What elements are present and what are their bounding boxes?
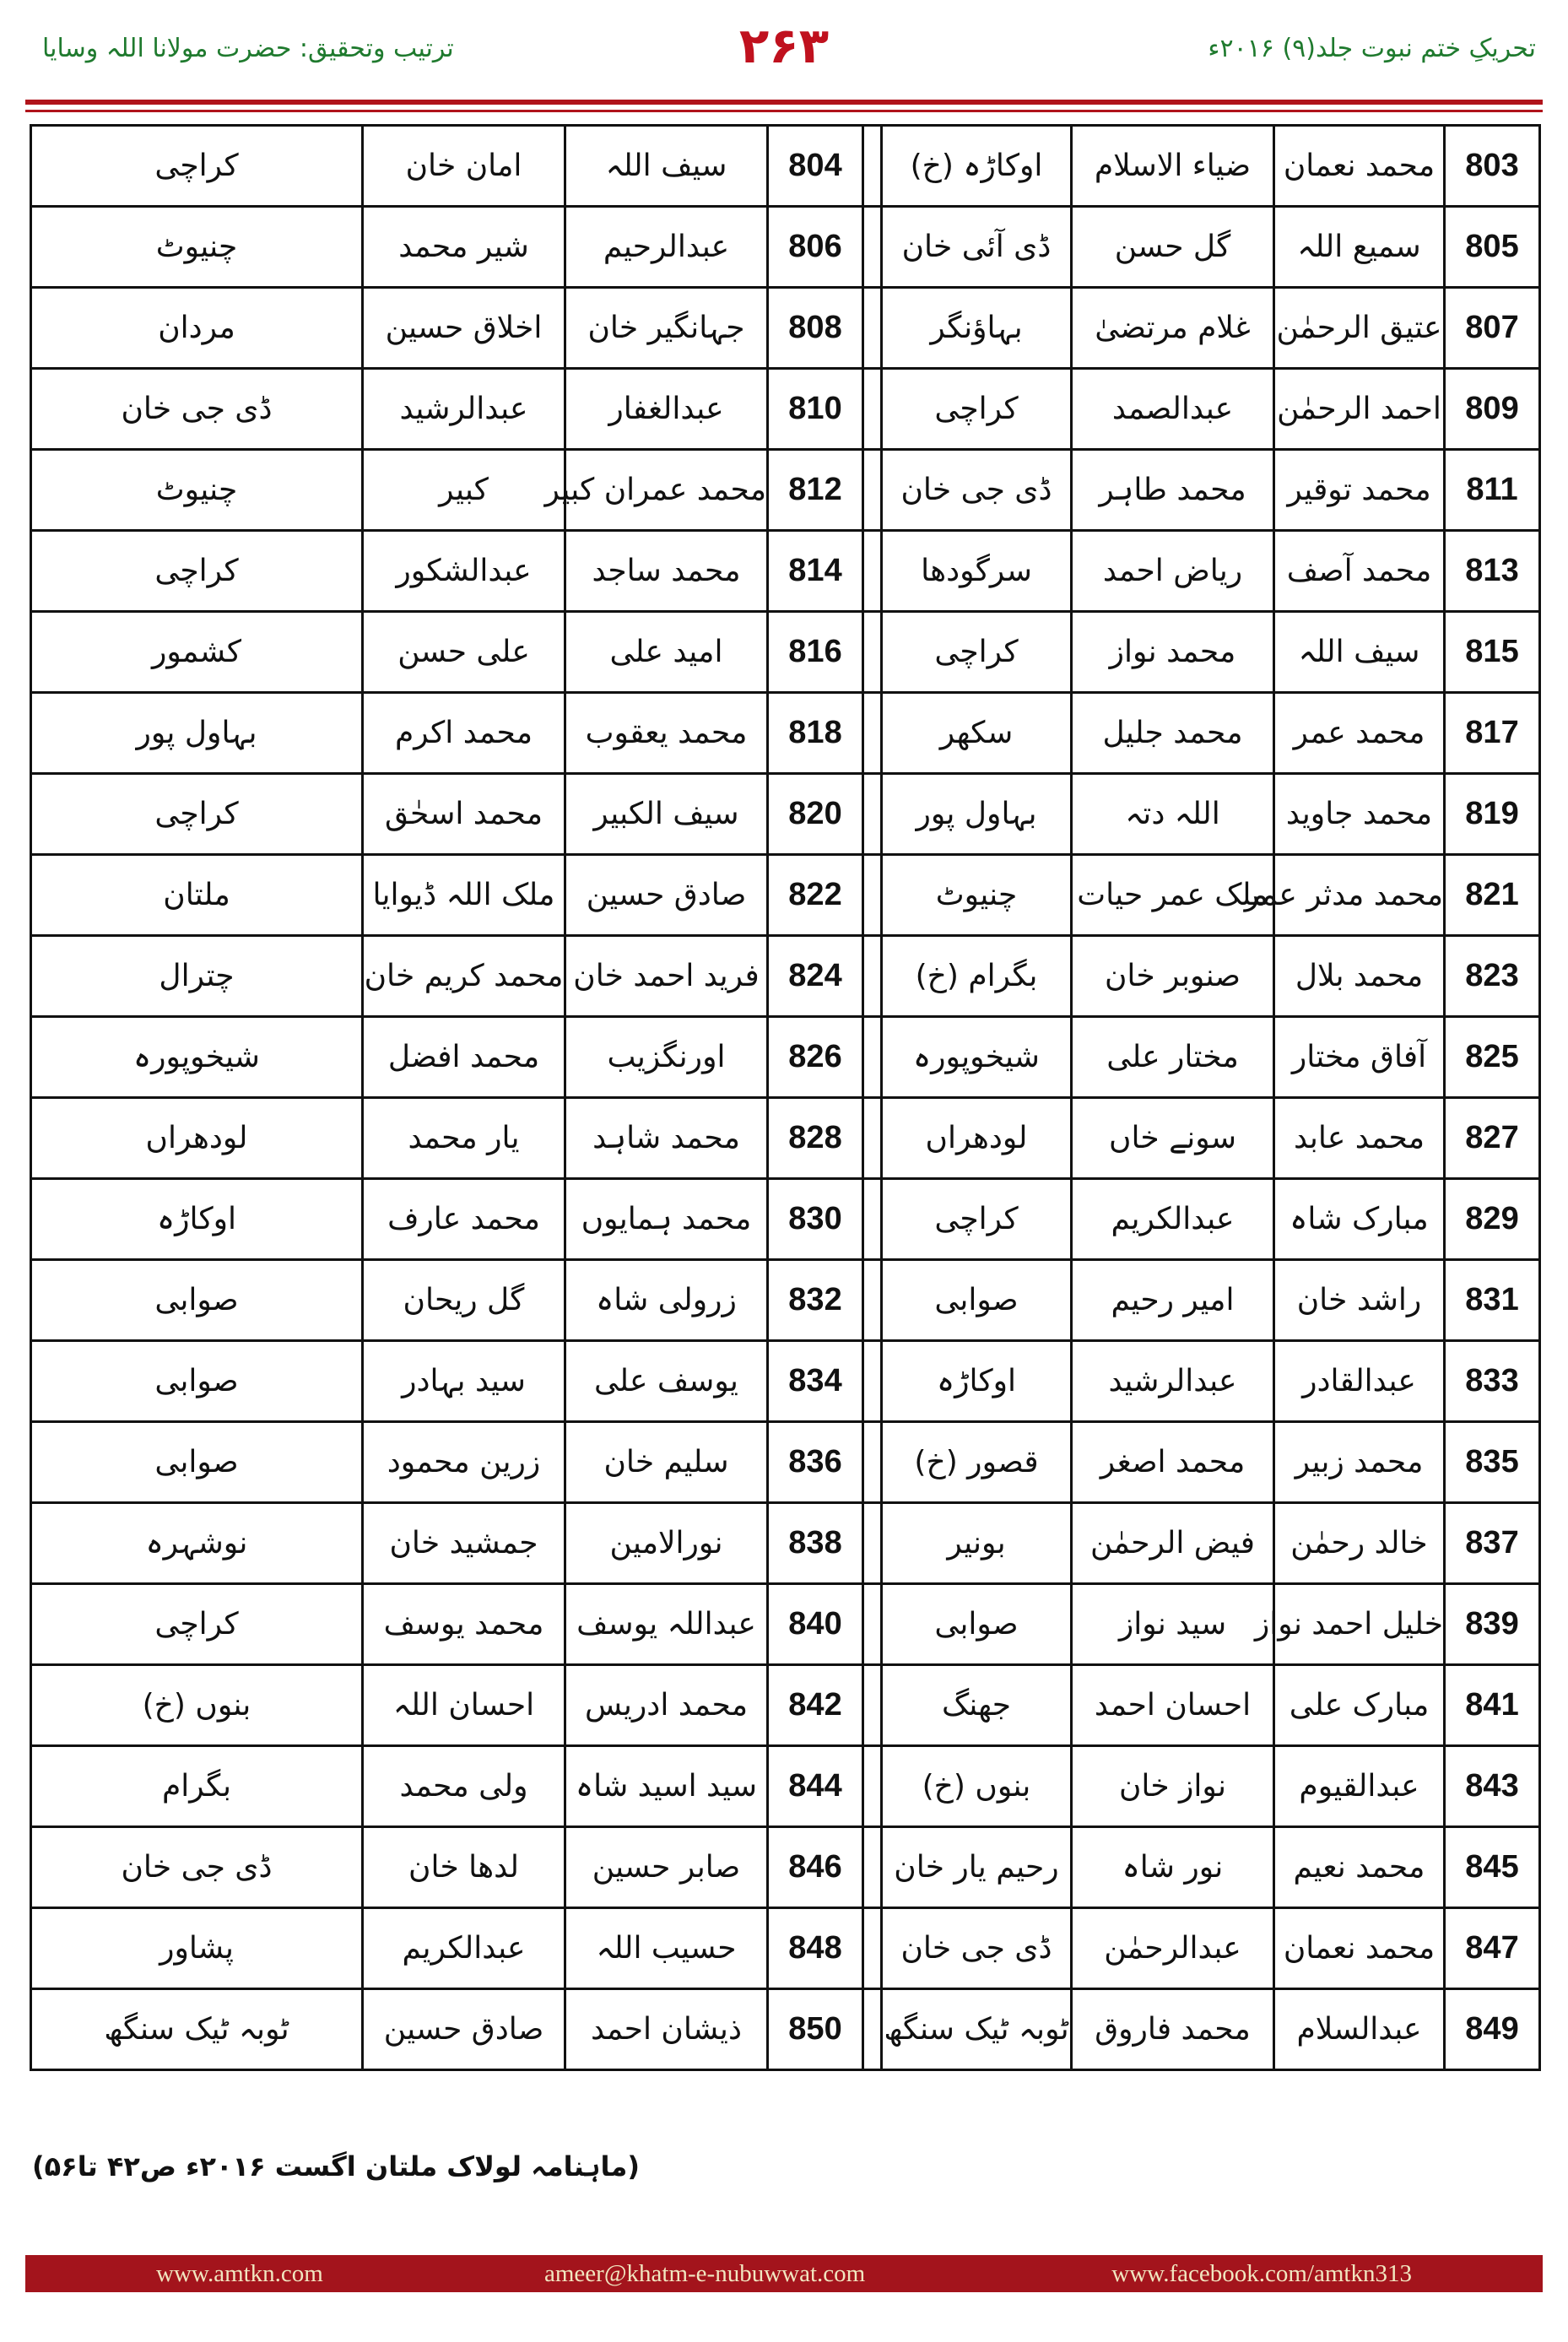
person-name: محمد یعقوب [565,693,768,774]
table-row [31,1503,1540,1584]
father-name: عبدالصمد [1072,369,1274,450]
person-name: مبارک علی [1274,1665,1445,1746]
person-name: محمد نعمان [1274,1908,1445,1989]
serial-number: 805 [1445,207,1540,288]
person-name: جہانگیر خان [565,288,768,369]
table-row [31,1260,1540,1341]
father-name: عبدالشکور [363,531,565,612]
roster-table [30,124,1541,2071]
place-name: صوابی [31,1260,363,1341]
place-name: پشاور [31,1908,363,1989]
person-name: حسیب اللہ [565,1908,768,1989]
person-name: محمد ادریس [565,1665,768,1746]
table-row [31,369,1540,450]
place-name: کراچی [882,1179,1072,1260]
person-name: محمد آصف [1274,531,1445,612]
serial-number: 811 [1445,450,1540,531]
serial-number: 840 [768,1584,863,1665]
person-name: محمد ہمایوں [565,1179,768,1260]
place-name: بہاول پور [31,693,363,774]
father-name: محمد اکرم [363,693,565,774]
person-name: عبداللہ یوسف [565,1584,768,1665]
person-name: آفاق مختار [1274,1017,1445,1098]
place-name: سرگودھا [882,531,1072,612]
person-name: محمد مدثر عمر [1274,855,1445,936]
father-name: صادق حسین [363,1989,565,2070]
place-name: بہاؤنگر [882,288,1072,369]
column-divider [863,855,882,936]
father-name: احسان اللہ [363,1665,565,1746]
table-row [31,1665,1540,1746]
father-name: علی حسن [363,612,565,693]
place-name: مردان [31,288,363,369]
serial-number: 806 [768,207,863,288]
person-name: صادق حسین [565,855,768,936]
serial-number: 832 [768,1260,863,1341]
serial-number: 847 [1445,1908,1540,1989]
serial-number: 844 [768,1746,863,1827]
serial-number: 807 [1445,288,1540,369]
place-name: لودھراں [31,1098,363,1179]
serial-number: 825 [1445,1017,1540,1098]
table-row [31,1989,1540,2070]
father-name: گل حسن [1072,207,1274,288]
place-name: بہاول پور [882,774,1072,855]
column-divider [863,1017,882,1098]
father-name: عبدالرشید [363,369,565,450]
column-divider [863,774,882,855]
father-name: یار محمد [363,1098,565,1179]
person-name: محمد بلال [1274,936,1445,1017]
father-name: غلام مرتضیٰ [1072,288,1274,369]
place-name: ڈی جی خان [882,1908,1072,1989]
father-name: اللہ دتہ [1072,774,1274,855]
column-divider [863,1260,882,1341]
person-name: خالد رحمٰن [1274,1503,1445,1584]
table-row [31,1341,1540,1422]
place-name: شیخوپورہ [882,1017,1072,1098]
person-name: اورنگزیب [565,1017,768,1098]
father-name: محمد نواز [1072,612,1274,693]
serial-number: 835 [1445,1422,1540,1503]
place-name: چنیوٹ [31,207,363,288]
father-name: لدھا خان [363,1827,565,1908]
person-name: عتیق الرحمٰن [1274,288,1445,369]
column-divider [863,1098,882,1179]
website-link[interactable]: www.amtkn.com [156,2260,323,2287]
serial-number: 813 [1445,531,1540,612]
serial-number: 820 [768,774,863,855]
person-name: محمد شاہد [565,1098,768,1179]
place-name: صوابی [31,1341,363,1422]
father-name: سید بہادر [363,1341,565,1422]
serial-number: 824 [768,936,863,1017]
serial-number: 828 [768,1098,863,1179]
table-row [31,207,1540,288]
table-row [31,855,1540,936]
place-name: کشمور [31,612,363,693]
place-name: اوکاڑہ [882,1341,1072,1422]
serial-number: 812 [768,450,863,531]
place-name: سکھر [882,693,1072,774]
serial-number: 822 [768,855,863,936]
person-name: محمد نعمان [1274,126,1445,207]
serial-number: 850 [768,1989,863,2070]
father-name: نواز خان [1072,1746,1274,1827]
father-name: مختار علی [1072,1017,1274,1098]
father-name: ریاض احمد [1072,531,1274,612]
place-name: کراچی [31,774,363,855]
serial-number: 809 [1445,369,1540,450]
person-name: نورالامین [565,1503,768,1584]
father-name: محمد اسحٰق [363,774,565,855]
place-name: کراچی [31,1584,363,1665]
serial-number: 849 [1445,1989,1540,2070]
table-row [31,531,1540,612]
facebook-link[interactable]: www.facebook.com/amtkn313 [1111,2260,1412,2287]
place-name: رحیم یار خان [882,1827,1072,1908]
person-name: عبدالسلام [1274,1989,1445,2070]
serial-number: 830 [768,1179,863,1260]
serial-number: 819 [1445,774,1540,855]
place-name: بنوں (خ) [31,1665,363,1746]
table-row [31,126,1540,207]
father-name: محمد کریم خان [363,936,565,1017]
table-row [31,1908,1540,1989]
person-name: مبارک شاہ [1274,1179,1445,1260]
person-name: محمد زبیر [1274,1422,1445,1503]
person-name: سمیع اللہ [1274,207,1445,288]
serial-number: 814 [768,531,863,612]
column-divider [863,1908,882,1989]
person-name: احمد الرحمٰن [1274,369,1445,450]
column-divider [863,450,882,531]
place-name: صوابی [882,1260,1072,1341]
person-name: محمد ساجد [565,531,768,612]
father-name: کبیر [363,450,565,531]
serial-number: 838 [768,1503,863,1584]
person-name: سلیم خان [565,1422,768,1503]
column-divider [863,288,882,369]
column-divider [863,1746,882,1827]
serial-number: 815 [1445,612,1540,693]
father-name: سونے خاں [1072,1098,1274,1179]
father-name: ملک عمر حیات [1072,855,1274,936]
email-link[interactable]: ameer@khatm-e-nubuwwat.com [544,2260,866,2287]
table-row [31,1584,1540,1665]
column-divider [863,1665,882,1746]
father-name: گل ریحان [363,1260,565,1341]
person-name: سید اسید شاہ [565,1746,768,1827]
header-rule-thin [25,110,1543,112]
table-row [31,450,1540,531]
person-name: عبدالغفار [565,369,768,450]
serial-number: 804 [768,126,863,207]
serial-number: 833 [1445,1341,1540,1422]
father-name: محمد طاہر [1072,450,1274,531]
place-name: ٹوبہ ٹیک سنگھ [882,1989,1072,2070]
place-name: صوابی [31,1422,363,1503]
page-header [0,0,1568,105]
place-name: کراچی [31,531,363,612]
person-name: ذیشان احمد [565,1989,768,2070]
column-divider [863,531,882,612]
person-name: عبدالقیوم [1274,1746,1445,1827]
person-name: محمد نعیم [1274,1827,1445,1908]
place-name: اوکاڑہ (خ) [882,126,1072,207]
place-name: کراچی [882,369,1072,450]
place-name: شیخوپورہ [31,1017,363,1098]
place-name: چنیوٹ [31,450,363,531]
serial-number: 826 [768,1017,863,1098]
father-name: اخلاق حسین [363,288,565,369]
serial-number: 843 [1445,1746,1540,1827]
serial-number: 841 [1445,1665,1540,1746]
serial-number: 836 [768,1422,863,1503]
column-divider [863,1341,882,1422]
serial-number: 808 [768,288,863,369]
father-name: ولی محمد [363,1746,565,1827]
serial-number: 817 [1445,693,1540,774]
place-name: کراچی [882,612,1072,693]
serial-number: 810 [768,369,863,450]
serial-number: 829 [1445,1179,1540,1260]
father-name: محمد فاروق [1072,1989,1274,2070]
father-name: سید نواز [1072,1584,1274,1665]
father-name: عبدالرشید [1072,1341,1274,1422]
column-divider [863,612,882,693]
father-name: زرین محمود [363,1422,565,1503]
serial-number: 821 [1445,855,1540,936]
journal-title: تحریکِ ختم نبوت جلد(۹) ۲۰۱۶ء [1208,34,1536,63]
place-name: چترال [31,936,363,1017]
person-name: راشد خان [1274,1260,1445,1341]
column-divider [863,936,882,1017]
column-divider [863,1827,882,1908]
serial-number: 837 [1445,1503,1540,1584]
column-divider [863,1584,882,1665]
header-rule-thick [25,100,1543,105]
column-divider [863,126,882,207]
table-row [31,1827,1540,1908]
person-name: محمد عمر [1274,693,1445,774]
table-row [31,936,1540,1017]
table-row [31,693,1540,774]
place-name: بگرام (خ) [882,936,1072,1017]
person-name: سیف الکبیر [565,774,768,855]
place-name: قصور (خ) [882,1422,1072,1503]
table-row [31,612,1540,693]
table-row [31,288,1540,369]
table-row [31,774,1540,855]
place-name: لودھراں [882,1098,1072,1179]
place-name: ڈی جی خان [31,369,363,450]
father-name: محمد افضل [363,1017,565,1098]
person-name: عبدالرحیم [565,207,768,288]
serial-number: 845 [1445,1827,1540,1908]
serial-number: 818 [768,693,863,774]
serial-number: 842 [768,1665,863,1746]
place-name: ڈی جی خان [31,1827,363,1908]
column-divider [863,369,882,450]
place-name: ٹوبہ ٹیک سنگھ [31,1989,363,2070]
table-row [31,1746,1540,1827]
table-row [31,1017,1540,1098]
person-name: محمد توقیر [1274,450,1445,531]
place-name: ڈی جی خان [882,450,1072,531]
serial-number: 803 [1445,126,1540,207]
person-name: امید علی [565,612,768,693]
table-row [31,1179,1540,1260]
column-divider [863,693,882,774]
father-name: امان خان [363,126,565,207]
person-name: عبدالقادر [1274,1341,1445,1422]
father-name: عبدالرحمٰن [1072,1908,1274,1989]
table-row [31,1422,1540,1503]
person-name: محمد عمران کبیر [565,450,768,531]
father-name: ضیاء الاسلام [1072,126,1274,207]
person-name: زرولی شاہ [565,1260,768,1341]
column-divider [863,207,882,288]
serial-number: 827 [1445,1098,1540,1179]
place-name: صوابی [882,1584,1072,1665]
place-name: کراچی [31,126,363,207]
father-name: صنوبر خان [1072,936,1274,1017]
place-name: چنیوٹ [882,855,1072,936]
serial-number: 846 [768,1827,863,1908]
page-number: ۲۶۳ [738,17,830,74]
person-name: محمد عابد [1274,1098,1445,1179]
father-name: جمشید خان [363,1503,565,1584]
person-name: سیف اللہ [1274,612,1445,693]
serial-number: 816 [768,612,863,693]
father-name: فیض الرحمٰن [1072,1503,1274,1584]
father-name: نور شاہ [1072,1827,1274,1908]
serial-number: 831 [1445,1260,1540,1341]
serial-number: 839 [1445,1584,1540,1665]
father-name: شیر محمد [363,207,565,288]
place-name: جھنگ [882,1665,1072,1746]
person-name: یوسف علی [565,1341,768,1422]
column-divider [863,1422,882,1503]
person-name: سیف اللہ [565,126,768,207]
person-name: فرید احمد خان [565,936,768,1017]
father-name: امیر رحیم [1072,1260,1274,1341]
place-name: بگرام [31,1746,363,1827]
father-name: عبدالکریم [363,1908,565,1989]
person-name: محمد جاوید [1274,774,1445,855]
compiler-credit: ترتیب وتحقیق: حضرت مولانا اللہ وسایا [42,34,454,63]
table-row [31,1098,1540,1179]
father-name: محمد اصغر [1072,1422,1274,1503]
father-name: محمد جلیل [1072,693,1274,774]
source-citation: (ماہنامہ لولاک ملتان اگست ۲۰۱۶ء ص۴۲ تا۵۶) [32,2150,640,2182]
place-name: بنوں (خ) [882,1746,1072,1827]
father-name: محمد عارف [363,1179,565,1260]
father-name: عبدالکریم [1072,1179,1274,1260]
place-name: بونیر [882,1503,1072,1584]
place-name: ملتان [31,855,363,936]
father-name: محمد یوسف [363,1584,565,1665]
place-name: ڈی آئی خان [882,207,1072,288]
serial-number: 823 [1445,936,1540,1017]
column-divider [863,1503,882,1584]
father-name: احسان احمد [1072,1665,1274,1746]
column-divider [863,1989,882,2070]
place-name: نوشہرہ [31,1503,363,1584]
serial-number: 834 [768,1341,863,1422]
person-name: خلیل احمد نواز [1274,1584,1445,1665]
serial-number: 848 [768,1908,863,1989]
father-name: ملک اللہ ڈیوایا [363,855,565,936]
column-divider [863,1179,882,1260]
person-name: صابر حسین [565,1827,768,1908]
place-name: اوکاڑہ [31,1179,363,1260]
footer-bar [25,2255,1543,2292]
